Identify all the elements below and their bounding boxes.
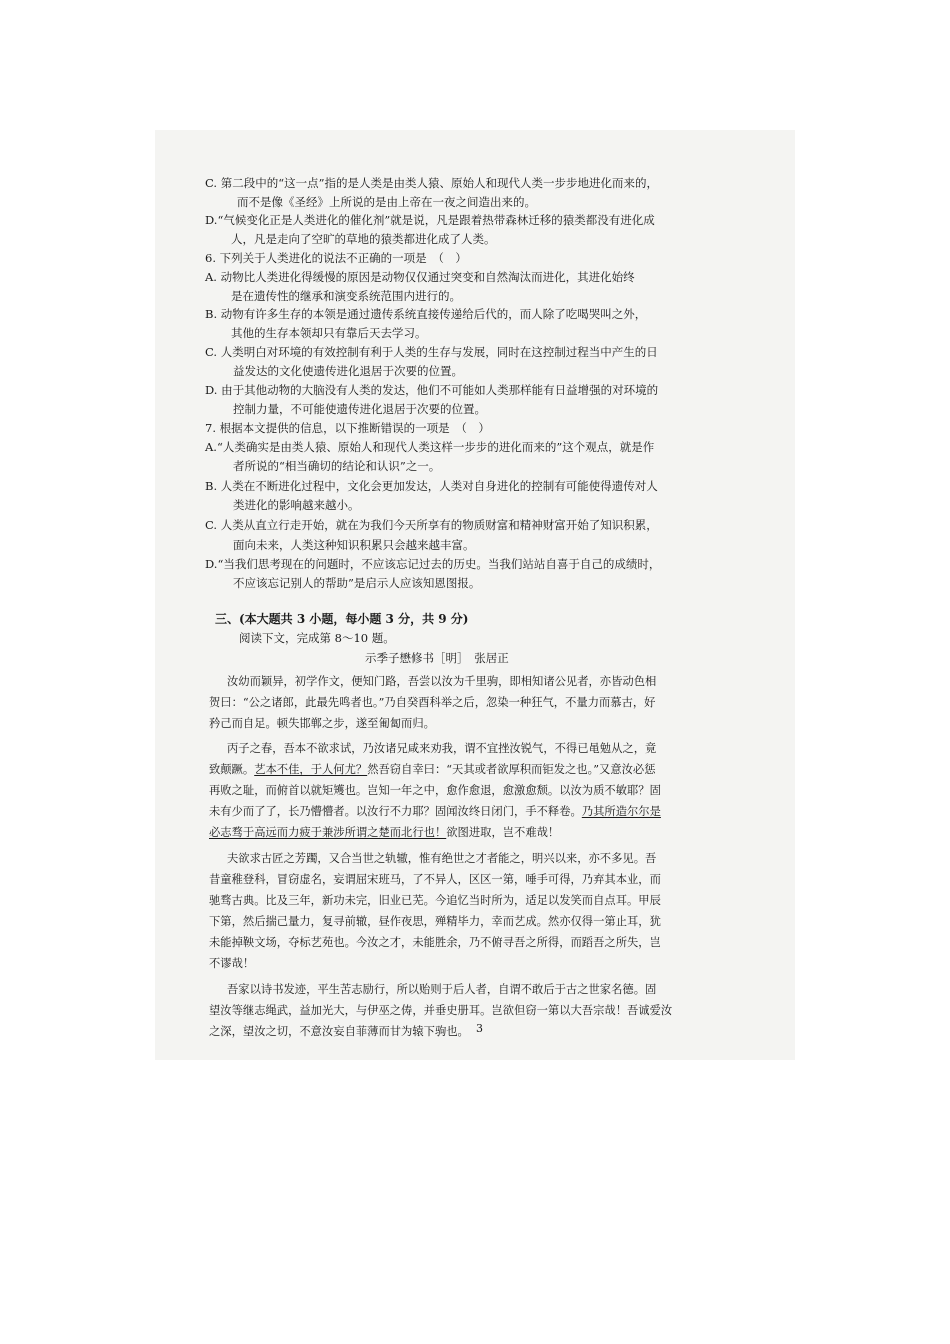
passage-p4-line3: 之深，望汝之切，不意汝妄自菲薄而甘为辕下驹也。 [209,1025,469,1038]
passage-text: 然吾窃自幸曰：“天其或者欲厚积而钜发之也。”又意汝必惩 [367,763,656,776]
passage-p3-line5: 未能掉鞅文场，夺标艺苑也。今汝之才，未能胜余，乃不俯寻吾之所得，而蹈吾之所失，岂 [209,936,661,949]
q5-option-d-line2: 人，凡是走向了空旷的草地的猿类都进化成了人类。 [231,232,496,246]
underlined-sentence: 艺本不佳，于人何尤？ [254,763,368,776]
section-3-heading: 三、(本大题共 3 小题，每小题 3 分，共 9 分) [215,612,469,626]
section-3-instruction: 阅读下文，完成第 8～10 题。 [239,631,395,645]
passage-p3-line6: 不谬哉！ [209,957,255,970]
q6-option-a-line1: A. 动物比人类进化得缓慢的原因是动物仅仅通过突变和自然淘汰而进化，其进化始终 [205,270,635,284]
passage-p4-line1: 吾家以诗书发迹，平生苦志励行，所以贻则于后人者，自谓不敢后于古之世家名德。固 [227,983,657,996]
passage-p1-line1: 汝幼而颖异，初学作文，便知门路，吾尝以汝为千里驹，即相知诸公见者，亦皆动色相 [227,675,657,688]
passage-p2-line3: 再败之耻，而俯首以就矩矱也。岂知一年之中，愈作愈退，愈激愈颓。以汝为质不敏耶？固 [209,784,661,797]
passage-p2-line2 [209,762,656,778]
passage-p1-line3: 矜己而自足。顿失邯郸之步，遂至匍匐而归。 [209,717,435,730]
q7-stem: 7. 根据本文提供的信息，以下推断错误的一项是 （ ） [205,421,490,435]
q7-option-c-line1: C. 人类从直立行走开始，就在为我们今天所享有的物质财富和精神财富开始了知识积累， [205,518,658,532]
passage-p2-line4 [209,804,661,820]
passage-p3-line2: 昔童稚登科，冒窃虚名，妄谓屈宋班马，了不异人，区区一第，唾手可得，乃弃其本业，而 [209,873,661,886]
q5-option-c-line1: C. 第二段中的“这一点”指的是人类是由类人猿、原始人和现代人类一步步地进化而来的， [205,176,658,190]
passage-p3-line4: 下第，然后揣己量力，复寻前辙，昼作夜思，殚精毕力，幸而艺成。然亦仅得一第止耳，犹 [209,915,661,928]
passage-title: 示季子懋修书［明］ 张居正 [365,651,509,665]
q7-option-b-line1: B. 人类在不断进化过程中，文化会更加发达，人类对自身进化的控制有可能使得遗传对人 [205,479,658,493]
q6-option-b-line2: 其他的生存本领却只有靠后天去学习。 [231,326,427,340]
q6-option-c-line2: 益发达的文化使遗传进化退居于次要的位置。 [233,364,463,378]
passage-p2-line5 [209,825,559,841]
passage-p2-line1: 丙子之春，吾本不欲求试，乃汝诸兄咸来劝我，谓不宜挫汝锐气，不得已黾勉从之，竟 [227,742,657,755]
passage-p1-line2: 贺曰：“公之诸郎，此最先鸣者也。”乃自癸酉科举之后，忽染一种狂气，不量力而慕古，好 [209,696,656,709]
q6-option-a-line2: 是在遗传性的继承和演变系统范围内进行的。 [231,289,461,303]
passage-text: 未有少而了了，长乃懵懵者。以汝行不力耶？固闻汝终日闭门，手不释卷。 [209,805,582,818]
passage-p3-line3: 驰骛古典。比及三年，新功未完，旧业已芜。今追忆当时所为，适足以发笑而自点耳。甲辰 [209,894,661,907]
passage-p4-line2: 望汝等继志绳武，益加光大，与伊巫之俦，并垂史册耳。岂欲但窃一第以大吾宗哉！吾诚爱汝 [209,1004,673,1017]
underlined-sentence: 必志骛于高远而力疲于兼涉所谓之楚而北行也！ [209,826,447,839]
q6-option-d-line1: D. 由于其他动物的大脑没有人类的发达，他们不可能如人类那样能有日益增强的对环境的 [205,383,659,397]
q6-option-d-line2: 控制力量，不可能使遗传进化退居于次要的位置。 [233,402,486,416]
passage-p3-line1: 夫欲求古匠之芳躅，又合当世之轨辙，惟有绝世之才者能之，明兴以来，亦不多见。吾 [227,852,657,865]
q7-option-c-line2: 面向未来，人类这种知识积累只会越来越丰富。 [233,538,475,552]
q7-option-d-line2: 不应该忘记别人的帮助”是启示人应该知恩图报。 [233,576,481,590]
page-number: 3 [476,1022,483,1035]
q6-option-c-line1: C. 人类明白对环境的有效控制有利于人类的生存与发展，同时在这控制过程当中产生的日 [205,345,658,359]
q6-option-b-line1: B. 动物有许多生存的本领是通过遗传系统直接传递给后代的，而人除了吃喝哭叫之外， [205,307,647,321]
q7-option-d-line1: D.“当我们思考现在的问题时，不应该忘记过去的历史。当我们站站自喜于自己的成绩时， [205,557,661,571]
q7-option-a-line2: 者所说的“相当确切的结论和认识”之一。 [233,459,441,473]
passage-text: 致颠蹶。 [209,763,255,776]
q7-option-a-line1: A.“人类确实是由类人猿、原始人和现代人类这样一步步的进化而来的”这个观点，就是作 [205,440,655,454]
q7-option-b-line2: 类进化的影响越来越小。 [233,498,360,512]
q5-option-c-line2: 而不是像《圣经》上所说的是由上帝在一夜之间造出来的。 [237,195,536,209]
q6-stem: 6. 下列关于人类进化的说法不正确的一项是 （ ） [205,251,467,265]
passage-text: 欲图进取，岂不难哉！ [446,826,560,839]
q5-option-d-line1: D.“气候变化正是人类进化的催化剂”就是说，凡是跟着热带森林迁移的猿类都没有进化成 [205,213,655,227]
underlined-sentence: 乃其所造尔尔是 [581,805,661,818]
